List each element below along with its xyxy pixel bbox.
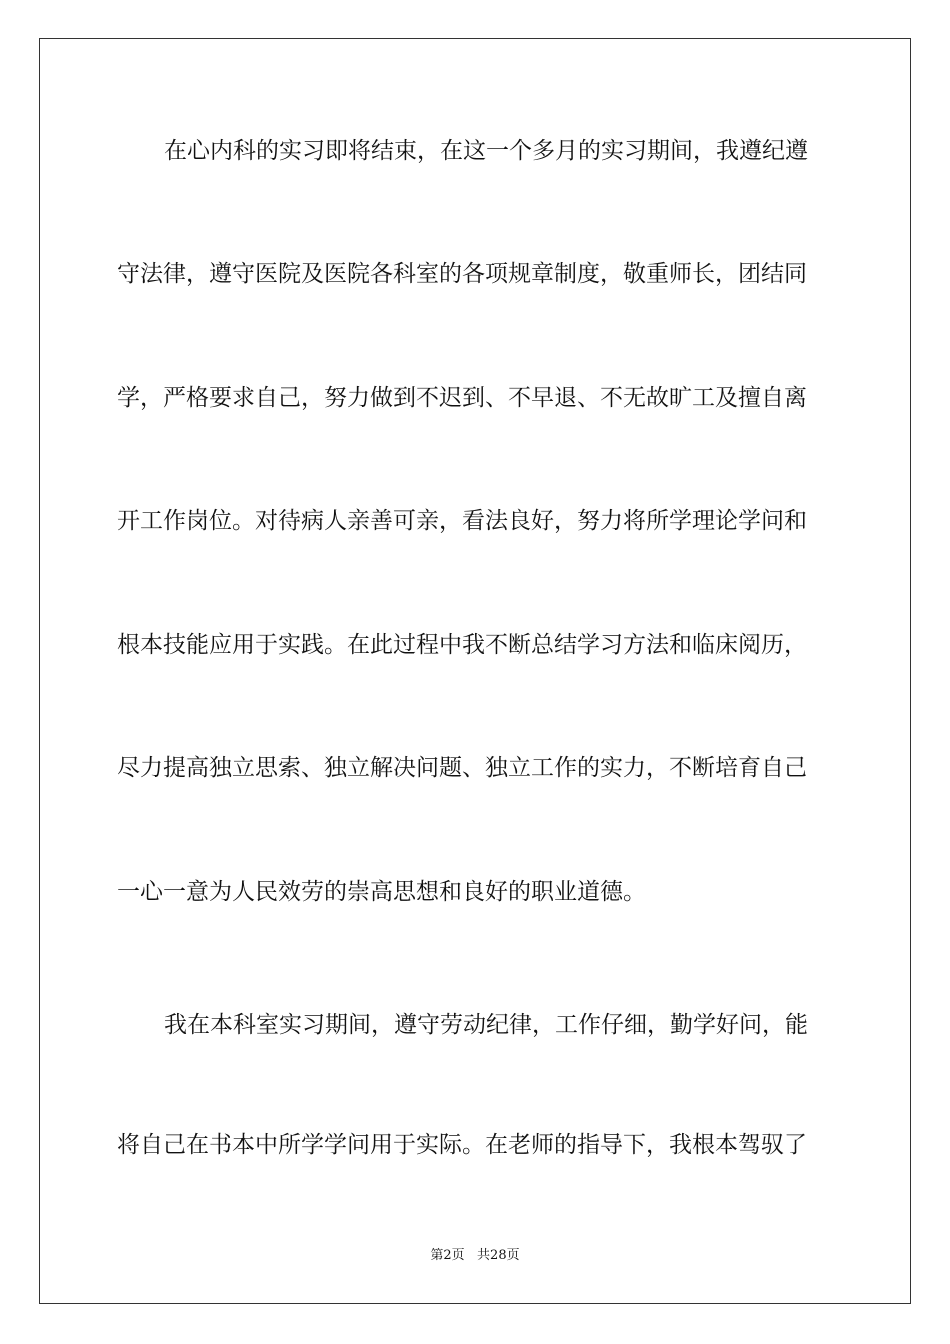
paragraph-1-line-5: 根本技能应用于实践。在此过程中我不断总结学习方法和临床阅历， [117, 632, 807, 658]
paragraph-1-line-2: 守法律，遵守医院及医院各科室的各项规章制度，敬重师长，团结同 [117, 261, 807, 287]
paragraph-1-line-6: 尽力提高独立思索、独立解决问题、独立工作的实力，不断培育自己 [117, 755, 807, 781]
paragraph-1-line-7: 一心一意为人民效劳的崇高思想和良好的职业道德。 [117, 879, 646, 905]
page-number-footer: 第2页 共28页 [430, 1248, 520, 1263]
paragraph-1-line-1: 在心内科的实习即将结束，在这一个多月的实习期间，我遵纪遵 [164, 138, 808, 164]
paragraph-2-line-1: 我在本科室实习期间，遵守劳动纪律，工作仔细，勤学好问，能 [164, 1012, 808, 1038]
paragraph-2-line-2: 将自己在书本中所学学问用于实际。在老师的指导下，我根本驾驭了 [117, 1132, 807, 1158]
paragraph-1-line-3: 学，严格要求自己，努力做到不迟到、不早退、不无故旷工及擅自离 [117, 385, 807, 411]
paragraph-1-line-4: 开工作岗位。对待病人亲善可亲，看法良好，努力将所学理论学问和 [117, 508, 807, 534]
page-border [39, 38, 911, 1304]
